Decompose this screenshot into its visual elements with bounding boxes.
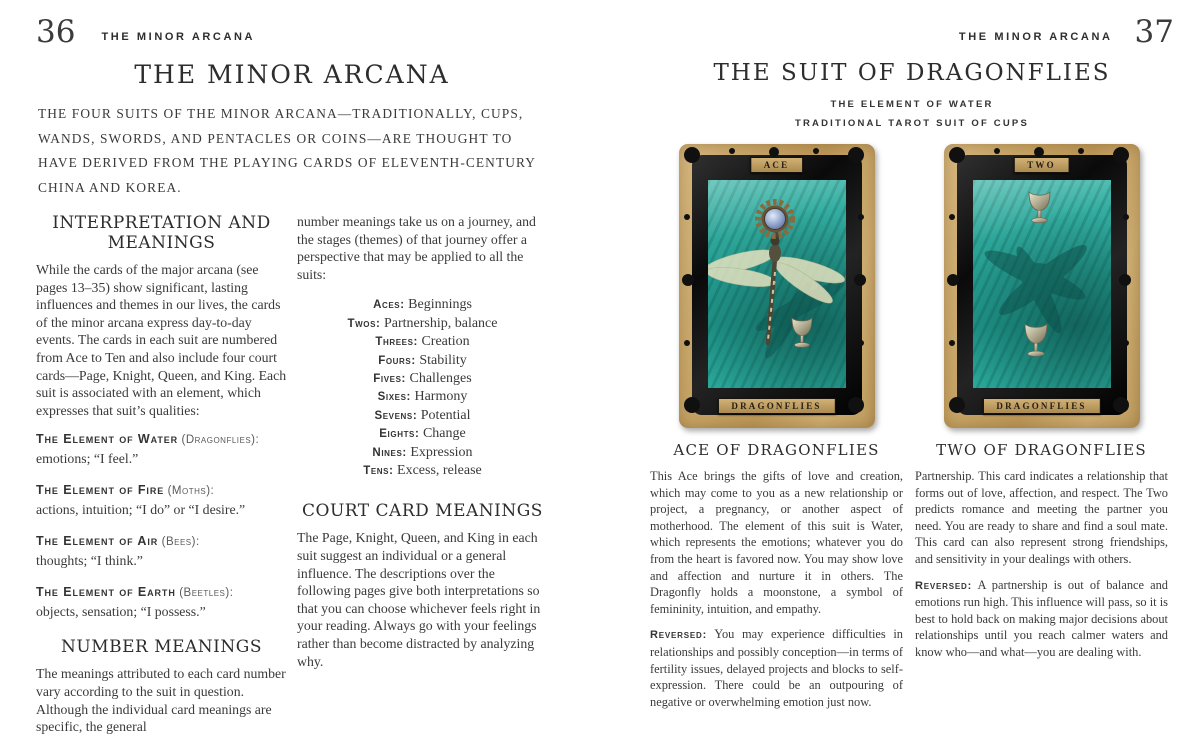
- number-label: Fours:: [378, 354, 416, 367]
- page-right: [650, 12, 1174, 710]
- card-descriptions-row: [650, 441, 1174, 710]
- moonstone-orb: [758, 202, 792, 236]
- number-value: Partnership, balance: [383, 315, 498, 331]
- chalice-graphic-top: [1029, 192, 1050, 223]
- element-item-air: [36, 532, 287, 569]
- number-row: [297, 388, 548, 406]
- element-lead: The Element of Water: [36, 432, 179, 447]
- tarot-card-two: [944, 144, 1140, 428]
- left-column: [36, 213, 287, 736]
- section-heading-interpretation: INTERPRETATION AND MEANINGS: [52, 213, 271, 253]
- left-page-columns: [36, 213, 548, 736]
- court-card-body: The Page, Knight, Queen, and King in each suit suggest an individual or a general influence. The descriptions over the following pages give both interpretations so that you can choose whichever feels right in your reading. Always go with your feelings rather than become distracted by analyzing why.: [297, 530, 541, 669]
- number-label: Aces:: [373, 299, 405, 312]
- number-row: [297, 425, 548, 443]
- tarot-card-ace: [679, 144, 875, 428]
- card-rank-label: ACE: [763, 160, 790, 170]
- dragonfly-silhouettes: [980, 237, 1093, 337]
- element-item-fire: [36, 481, 287, 518]
- two-heading: TWO OF DRAGONFLIES: [936, 441, 1147, 459]
- page-title-left: THE MINOR ARCANA: [134, 60, 450, 89]
- number-row: [297, 315, 548, 333]
- number-row: [297, 370, 548, 388]
- card-wrap-ace: [650, 144, 903, 428]
- number-value: Excess, release: [397, 463, 482, 479]
- section-heading-number-meanings: NUMBER MEANINGS: [61, 637, 262, 658]
- page-number-right: 37: [1134, 14, 1174, 50]
- frame-ornaments: [951, 149, 963, 161]
- running-header-right: THE MINOR ARCANA: [958, 31, 1113, 43]
- number-label: Sevens:: [374, 409, 418, 422]
- page-number-left: 36: [36, 14, 76, 50]
- left-page-header: [36, 12, 548, 48]
- element-paren: (Moths):: [167, 485, 215, 498]
- number-label: Sixes:: [377, 391, 411, 404]
- section-heading-court-card: COURT CARD MEANINGS: [302, 501, 543, 522]
- chalice-graphic: [792, 318, 812, 347]
- chalice-graphic-bottom: [1025, 324, 1047, 356]
- number-label: Eights:: [379, 428, 420, 441]
- number-row: [297, 444, 548, 462]
- dragonfly-wand-illustration: [708, 180, 846, 388]
- element-paren: (Beetles):: [179, 587, 234, 600]
- number-meanings-list: [297, 296, 548, 480]
- number-row: [297, 407, 548, 425]
- card-rank-banner: [1013, 157, 1070, 173]
- subtitle-tradition: TRADITIONAL TAROT SUIT OF CUPS: [794, 118, 1029, 129]
- ace-reversed: [650, 626, 903, 710]
- element-lead: The Element of Air: [36, 534, 159, 549]
- number-meanings-body-col1: The meanings attributed to each card number vary according to the suit in question. Although the individual card meanings are specific, the general: [36, 666, 286, 735]
- number-label: Threes:: [375, 336, 418, 349]
- right-column: [297, 213, 548, 736]
- number-row: [297, 462, 548, 480]
- number-label: Fives:: [373, 373, 406, 385]
- element-desc: actions, intuition; “I do” or “I desire.”: [36, 501, 246, 517]
- number-row: [297, 352, 548, 370]
- number-value: Beginnings: [408, 297, 472, 313]
- frame-ornaments: [686, 149, 698, 161]
- card-suit-label: DRAGONFLIES: [731, 401, 822, 411]
- card-art-teal-panel: [973, 180, 1111, 388]
- ace-body: This Ace brings the gifts of love and creation, which may come to you as a new relationship or project, a pregnancy, or another aspect of motherhood. The element of this suit is Water, which represents the emotions; whatever you do from the heart is favored now. You may show love and affection and nurture it in others. The Dragonfly holds a moonstone, a symbol of femininity, intuition, and empathy.: [650, 469, 903, 616]
- reversed-label: Reversed:: [915, 579, 973, 592]
- tarot-cards-row: [650, 144, 1174, 428]
- card-suit-label: DRAGONFLIES: [996, 401, 1087, 411]
- card-suit-banner: [717, 398, 835, 414]
- card-rank-label: TWO: [1027, 160, 1056, 170]
- number-value: Change: [422, 426, 466, 442]
- two-body: Partnership. This card indicates a relationship that forms out of love, affection, and respect. The Two predicts romance and meeting the partner you need. You are ready to share and find a soul mate. This card can also represent strong friendships, and sensitivity in your dealings with others.: [915, 469, 1168, 566]
- number-label: Twos:: [347, 317, 381, 330]
- number-value: Stability: [419, 352, 467, 368]
- number-value: Creation: [421, 334, 470, 350]
- number-value: Challenges: [409, 371, 472, 386]
- number-row: [297, 296, 548, 314]
- card-rank-banner: [750, 157, 804, 173]
- running-header-left: THE MINOR ARCANA: [101, 31, 256, 43]
- ace-reversed-body: You may experience difficulties in relationships and possibly conception—in terms of fertility issues, delayed projects and blocks to self-expression. There could be an outpouring of negative or overwhelming emotion just now.: [650, 627, 903, 709]
- card-suit-banner: [982, 398, 1100, 414]
- element-paren: (Bees):: [161, 536, 200, 549]
- element-desc: thoughts; “I think.”: [36, 552, 143, 568]
- ace-heading: ACE OF DRAGONFLIES: [673, 441, 880, 459]
- number-value: Harmony: [414, 389, 468, 405]
- dragonfly-body: [769, 237, 781, 263]
- element-paren: (Dragonflies):: [181, 434, 260, 447]
- number-value: Potential: [420, 407, 471, 423]
- reversed-label: Reversed:: [650, 629, 708, 642]
- number-label: Tens:: [363, 465, 394, 478]
- interpretation-body: While the cards of the major arcana (see pages 13–35) show significant, lasting influences and themes in our lives, the cards of the minor arcana express day-to-day events. The cards in each suit are numbered from Ace to Ten and also include four court cards—Page, Knight, Queen, and King. Each suit is associated with an element, which expresses that suit’s qualities:: [36, 262, 287, 418]
- two-description-column: [915, 441, 1168, 710]
- card-art-teal-panel: [708, 180, 846, 388]
- card-wrap-two: [915, 144, 1168, 428]
- number-label: Nines:: [372, 446, 407, 459]
- intro-paragraph: THE FOUR SUITS OF THE MINOR ARCANA—TRADITIONALLY, CUPS, WANDS, SWORDS, AND PENTACLES OR COINS—ARE THOUGHT TO HAVE DERIVED FROM THE PLAYING CARDS OF ELEVENTH-CENTURY CHINA AND KOREA.: [38, 106, 536, 195]
- element-item-water: [36, 430, 287, 467]
- element-lead: The Element of Fire: [36, 483, 165, 498]
- subtitle-element: THE ELEMENT OF WATER: [830, 99, 994, 110]
- element-lead: The Element of Earth: [36, 585, 176, 600]
- element-desc: emotions; “I feel.”: [36, 450, 139, 466]
- number-row: [297, 333, 548, 351]
- number-value: Expression: [410, 444, 473, 460]
- ace-description-column: [650, 441, 903, 710]
- page-left: [36, 12, 548, 736]
- two-dragonflies-illustration: [973, 180, 1111, 388]
- number-meanings-body-col2: number meanings take us on a journey, and the stages (themes) of that journey offer a perspective that may be applied to all the suits:: [297, 214, 536, 282]
- element-item-earth: [36, 583, 287, 620]
- two-reversed: [915, 577, 1168, 661]
- page-title-right: THE SUIT OF DRAGONFLIES: [713, 60, 1111, 86]
- right-page-header: [650, 12, 1174, 48]
- two-reversed-body: A partnership is out of balance and emotions run high. This influence will pass, so it is best to hold back on making major decisions about relationships until you reach calmer waters and know who—and what—you are dealing with.: [915, 577, 1168, 659]
- element-desc: objects, sensation; “I possess.”: [36, 603, 206, 619]
